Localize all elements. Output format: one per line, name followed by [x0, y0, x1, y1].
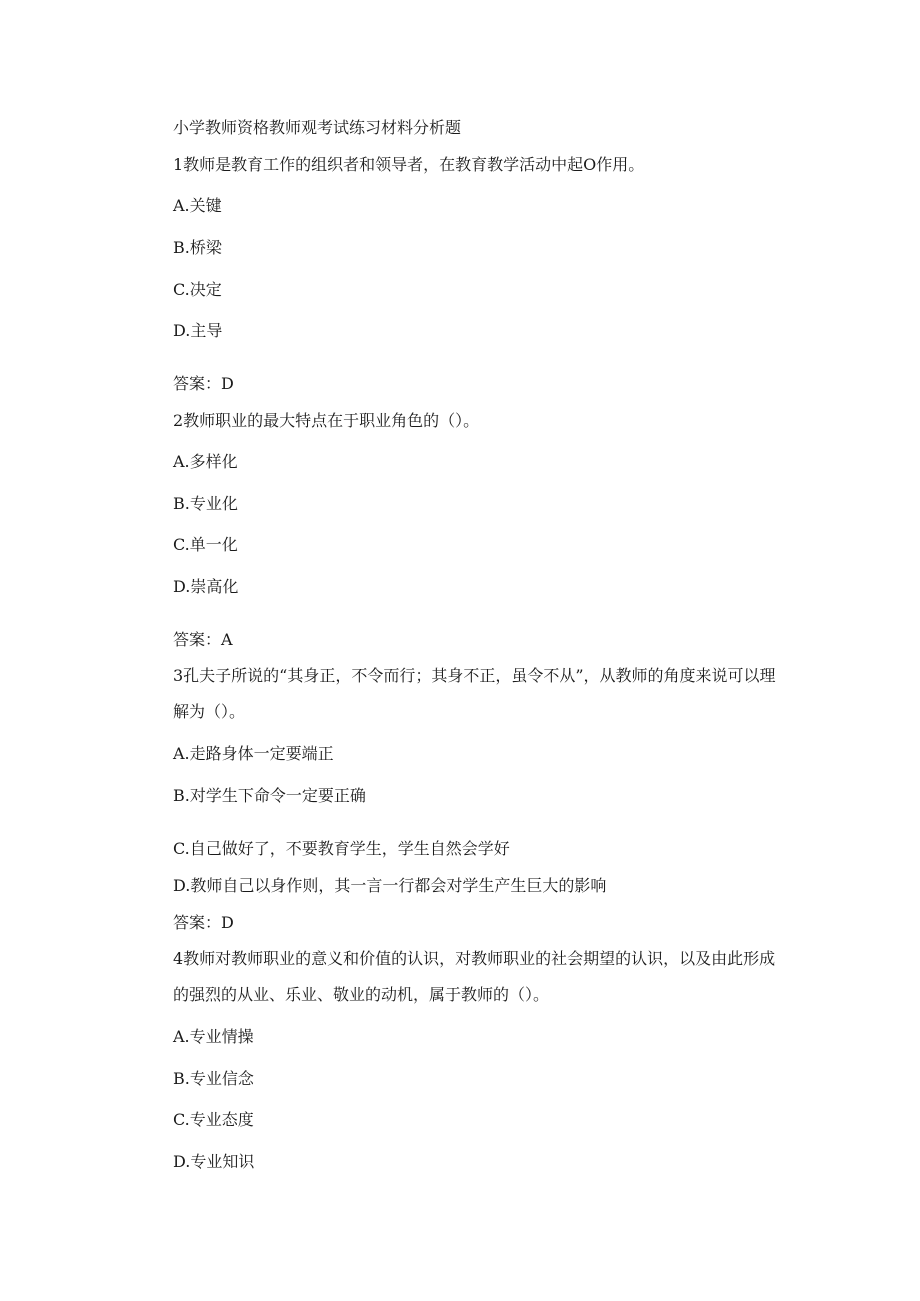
question-3-option-a: A.走路身体一定要端正 — [173, 744, 334, 763]
question-1-option-a: A.关键 — [173, 196, 222, 215]
question-3-option-c: C.自己做好了，不要教育学生，学生自然会学好 — [173, 839, 510, 858]
question-1-option-d: D.主导 — [173, 321, 223, 340]
question-4-option-c: C.专业态度 — [173, 1110, 254, 1129]
question-4-option-b: B.专业信念 — [173, 1069, 254, 1088]
question-3-option-b: B.对学生下命令一定要正确 — [173, 786, 366, 805]
question-2-option-b: B.专业化 — [173, 494, 238, 513]
question-3-answer: 答案：D — [173, 913, 234, 932]
question-2-option-d: D.崇高化 — [173, 577, 239, 596]
question-4-stem: 4教师对教师职业的意义和价值的认识，对教师职业的社会期望的认识，以及由此形成的强烈的从业、乐业、敬业的动机，属于教师的（）。 — [173, 949, 776, 1004]
question-2-option-a: A.多样化 — [173, 452, 238, 471]
question-4-option-d: D.专业知识 — [173, 1152, 255, 1171]
question-3-option-d: D.教师自己以身作则，其一言一行都会对学生产生巨大的影响 — [173, 876, 607, 895]
question-2-option-c: C.单一化 — [173, 535, 238, 554]
question-4-option-a: A.专业情操 — [173, 1027, 254, 1046]
question-1-answer: 答案：D — [173, 374, 234, 393]
question-3-stem: 3孔夫子所说的“其身正，不令而行；其身不正，虽令不从”，从教师的角度来说可以理解为（）。 — [173, 666, 776, 721]
document-title: 小学教师资格教师观考试练习材料分析题 — [173, 118, 462, 137]
question-2-stem: 2教师职业的最大特点在于职业角色的（）。 — [173, 411, 480, 430]
question-1-option-b: B.桥梁 — [173, 238, 222, 257]
question-1-stem: 1教师是教育工作的组织者和领导者，在教育教学活动中起O作用。 — [173, 155, 645, 174]
question-2-answer: 答案：A — [173, 630, 233, 649]
question-1-option-c: C.决定 — [173, 280, 222, 299]
